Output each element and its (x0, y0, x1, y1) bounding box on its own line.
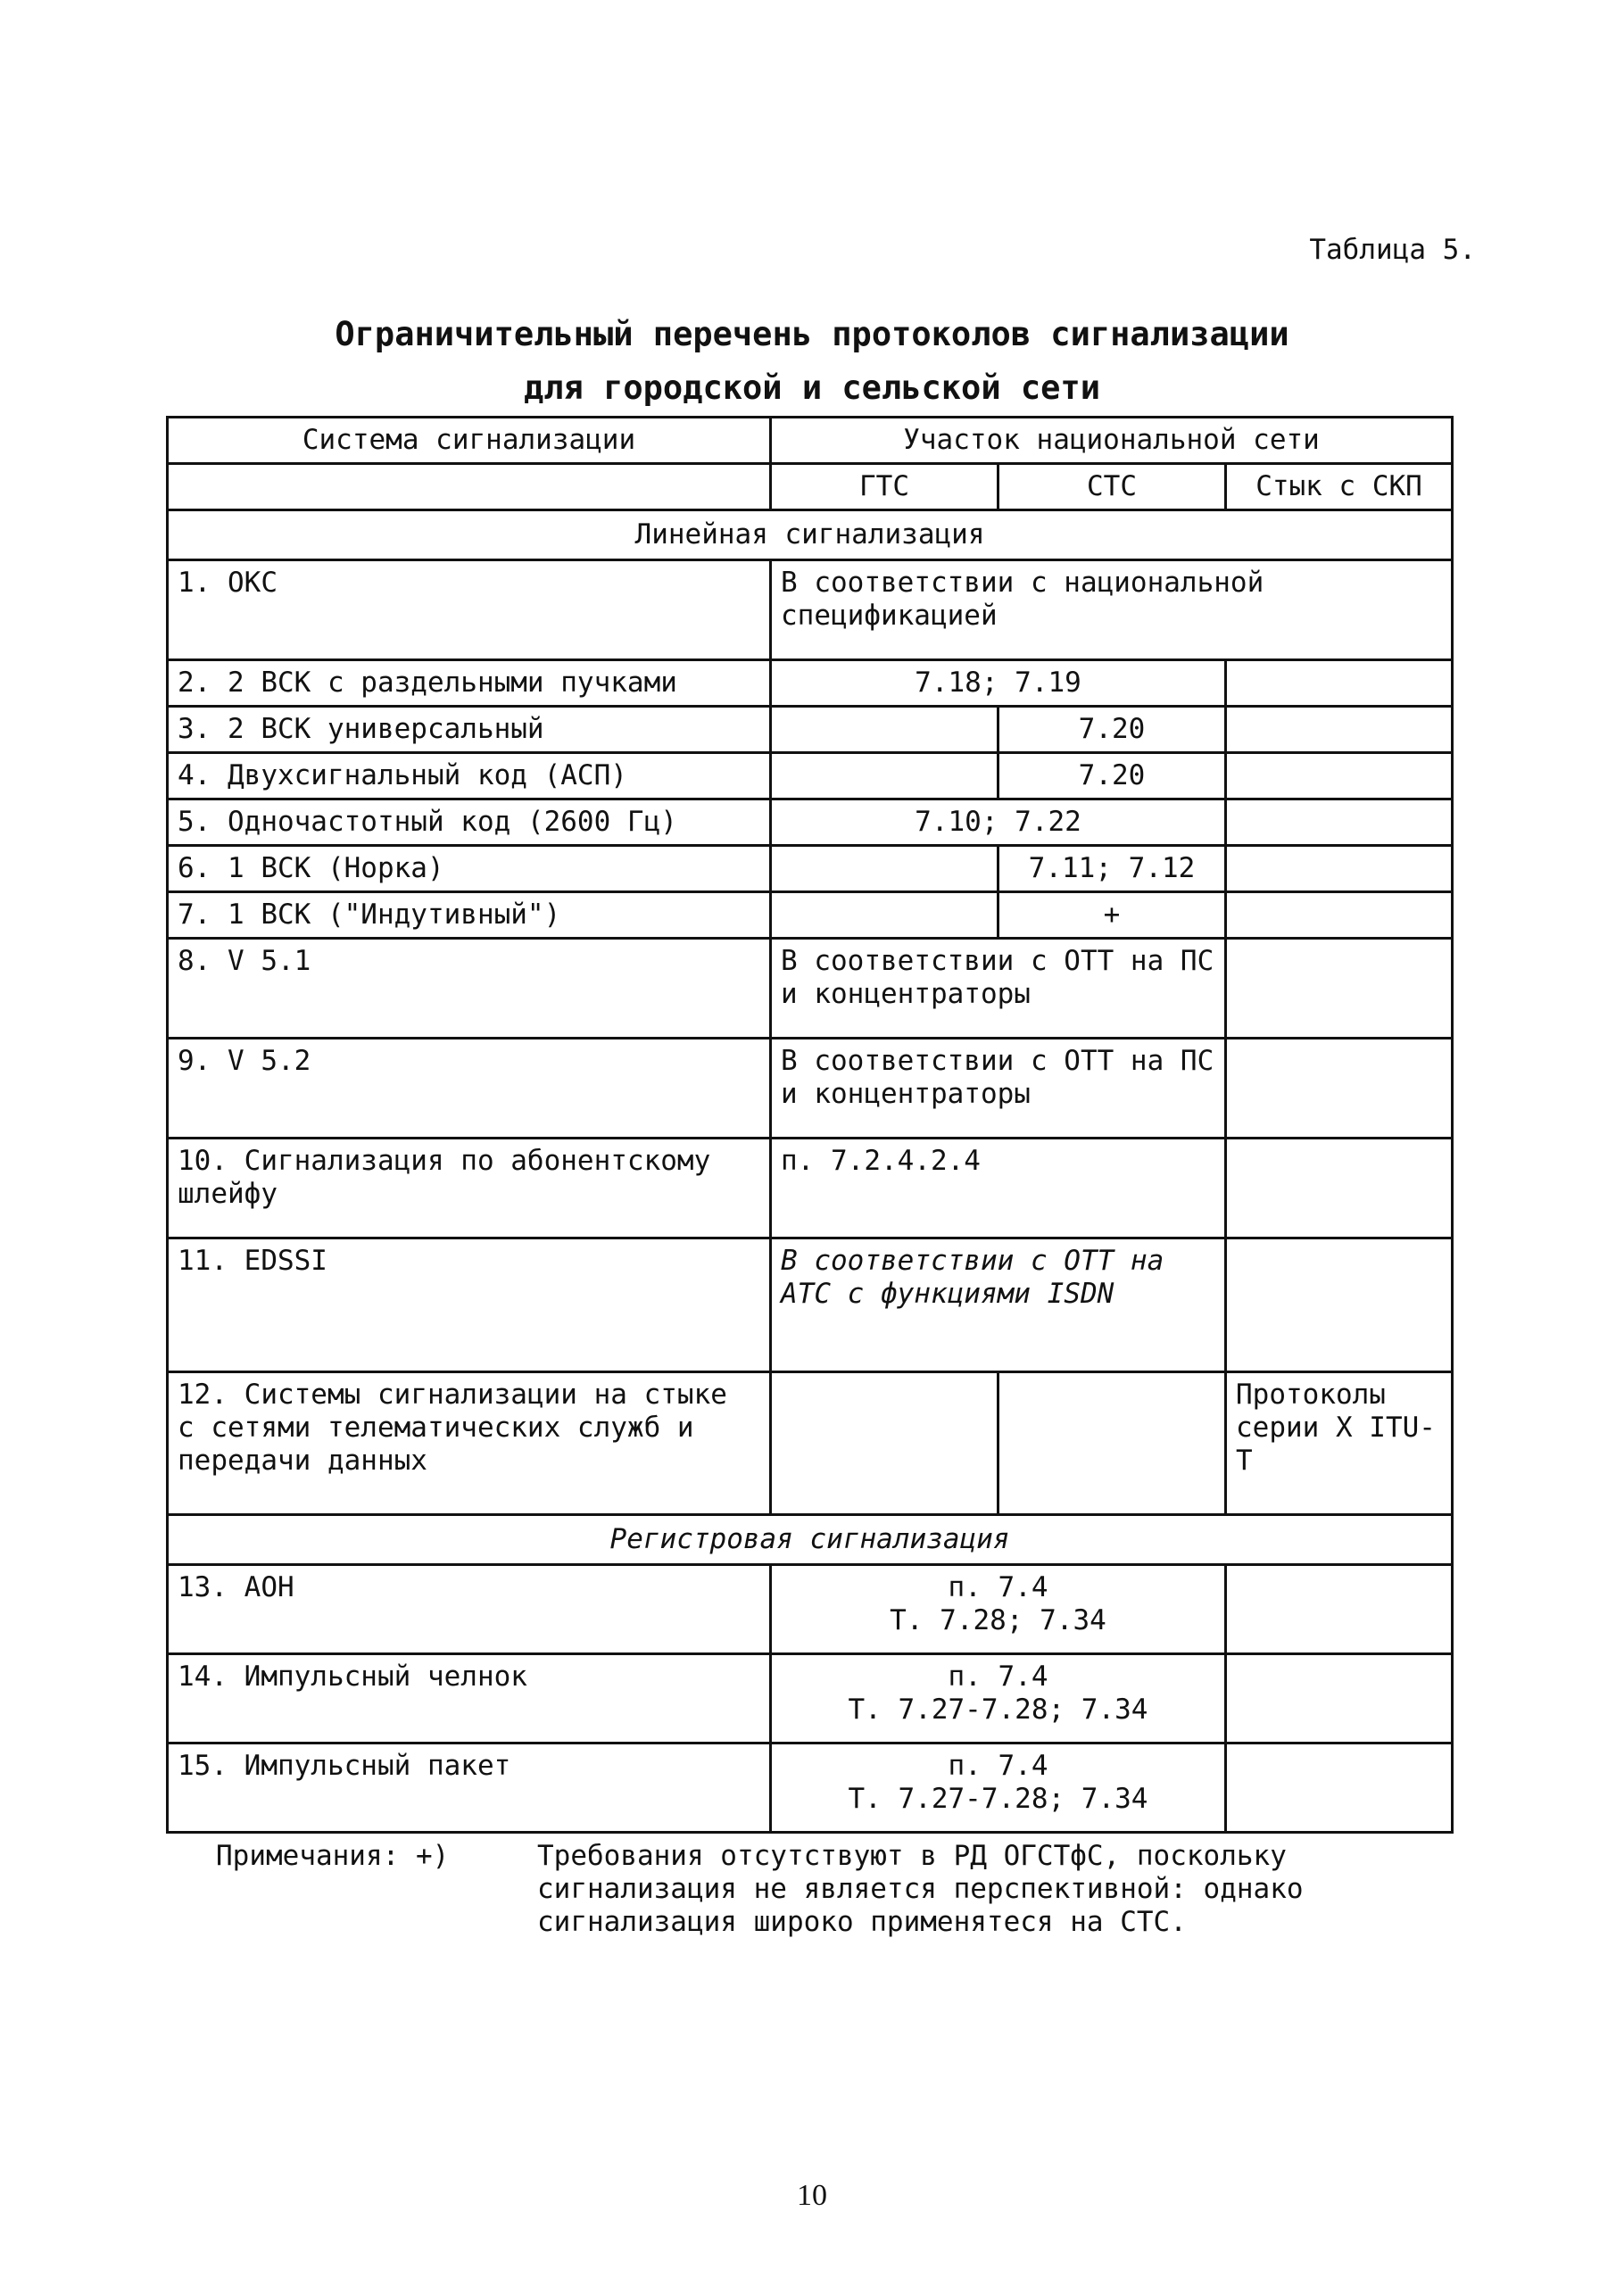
row-skp-value (1226, 846, 1453, 892)
section-linear-signaling: Линейная сигнализация (168, 510, 1453, 560)
row-skp-value (1226, 1654, 1453, 1743)
row-gts-sts-value: 7.18; 7.19 (771, 660, 1226, 707)
header-row-1 (168, 418, 1453, 464)
table-row (168, 892, 1453, 939)
row-sts-value: 7.11; 7.12 (998, 846, 1226, 892)
section-row-linear (168, 510, 1453, 560)
table-row (168, 1743, 1453, 1833)
table-row (168, 560, 1453, 660)
row-gts-value (771, 846, 998, 892)
notes-line: Требования отсутствуют в РД ОГСТфС, поскольку (537, 1840, 1287, 1872)
notes-line: сигнализация не является перспективной: однако (537, 1873, 1304, 1905)
row-value-line-1: п. 7.4 (948, 1571, 1048, 1603)
row-skp-value (1226, 1743, 1453, 1833)
header-row-2 (168, 464, 1453, 510)
header-empty-cell (168, 464, 771, 510)
row-name: 4. Двухсигнальный код (АСП) (168, 753, 771, 799)
table-row (168, 1039, 1453, 1139)
row-sts-value: 7.20 (998, 707, 1226, 753)
section-row-register (168, 1515, 1453, 1565)
row-gts-value (771, 753, 998, 799)
notes-text (537, 1840, 1483, 1939)
row-gts-sts-value: 7.10; 7.22 (771, 799, 1226, 846)
row-name: 12. Системы сигнализации на стыке с сетями телематических служб и передачи данных (168, 1372, 771, 1515)
row-gts-sts-value: В соответствии с ОТТ на АТС с функциями ISDN (771, 1238, 1226, 1372)
row-name: 9. V 5.2 (168, 1039, 771, 1139)
row-name: 7. 1 ВСК ("Индутивный") (168, 892, 771, 939)
row-skp-value (1226, 939, 1453, 1039)
table-row (168, 1372, 1453, 1515)
table-row (168, 1238, 1453, 1372)
table-number: Таблица 5. (1309, 234, 1476, 266)
table-row (168, 660, 1453, 707)
row-name: 3. 2 ВСК универсальный (168, 707, 771, 753)
row-name: 5. Одночастотный код (2600 Гц) (168, 799, 771, 846)
row-gts-value (771, 892, 998, 939)
row-name: 1. ОКС (168, 560, 771, 660)
header-system: Система сигнализации (168, 418, 771, 464)
row-name: 11. EDSSI (168, 1238, 771, 1372)
title-line-1: Ограничительный перечень протоколов сигнализации (335, 315, 1289, 353)
row-value-line-2: Т. 7.28; 7.34 (890, 1604, 1106, 1636)
table-row (168, 1565, 1453, 1654)
row-name: 6. 1 ВСК (Норка) (168, 846, 771, 892)
row-skp-value (1226, 1238, 1453, 1372)
header-network-section: Участок национальной сети (771, 418, 1453, 464)
row-gts-sts-value (771, 1565, 1226, 1654)
row-sts-value: + (998, 892, 1226, 939)
row-name: 13. АОН (168, 1565, 771, 1654)
row-name: 10. Сигнализация по абонентскому шлейфу (168, 1139, 771, 1238)
row-gts-sts-value (771, 1743, 1226, 1833)
row-gts-sts-value (771, 1654, 1226, 1743)
row-gts-value (771, 1372, 998, 1515)
row-skp-value (1226, 892, 1453, 939)
header-skp: Стык с СКП (1226, 464, 1453, 510)
row-name: 2. 2 ВСК с раздельными пучками (168, 660, 771, 707)
row-sts-value (998, 1372, 1226, 1515)
header-gts: ГТС (771, 464, 998, 510)
table-row (168, 1139, 1453, 1238)
row-gts-sts-value: В соответствии с ОТТ на ПС и концентраторы (771, 1039, 1226, 1139)
row-value-line-2: Т. 7.27-7.28; 7.34 (848, 1783, 1148, 1815)
table-row (168, 799, 1453, 846)
row-skp-value (1226, 707, 1453, 753)
page-number: 10 (797, 2179, 827, 2212)
row-name: 14. Импульсный челнок (168, 1654, 771, 1743)
table-row (168, 753, 1453, 799)
row-skp-value (1226, 753, 1453, 799)
notes-line: сигнализация широко применятеся на СТС. (537, 1906, 1187, 1938)
table-row (168, 707, 1453, 753)
row-value-line-1: п. 7.4 (948, 1750, 1048, 1782)
table-row (168, 846, 1453, 892)
document-title (0, 308, 1624, 415)
row-sts-value: 7.20 (998, 753, 1226, 799)
table-row (168, 1654, 1453, 1743)
section-register-signaling: Регистровая сигнализация (168, 1515, 1453, 1565)
row-value-line-2: Т. 7.27-7.28; 7.34 (848, 1694, 1148, 1726)
row-gts-value (771, 707, 998, 753)
signaling-protocols-table (166, 416, 1454, 1834)
row-skp-value (1226, 799, 1453, 846)
row-skp-value: Протоколы серии X ITU-T (1226, 1372, 1453, 1515)
row-gts-sts-value: п. 7.2.4.2.4 (771, 1139, 1226, 1238)
row-merged-value: В соответствии с национальной спецификацией (771, 560, 1453, 660)
title-line-2: для городской и сельской сети (523, 369, 1100, 407)
row-name: 15. Импульсный пакет (168, 1743, 771, 1833)
row-gts-sts-value: В соответствии с ОТТ на ПС и концентраторы (771, 939, 1226, 1039)
table-row (168, 939, 1453, 1039)
row-name: 8. V 5.1 (168, 939, 771, 1039)
row-skp-value (1226, 1039, 1453, 1139)
row-skp-value (1226, 660, 1453, 707)
header-sts: СТС (998, 464, 1226, 510)
row-skp-value (1226, 1565, 1453, 1654)
notes-label: Примечания: +) (216, 1840, 450, 1872)
row-skp-value (1226, 1139, 1453, 1238)
row-value-line-1: п. 7.4 (948, 1661, 1048, 1693)
